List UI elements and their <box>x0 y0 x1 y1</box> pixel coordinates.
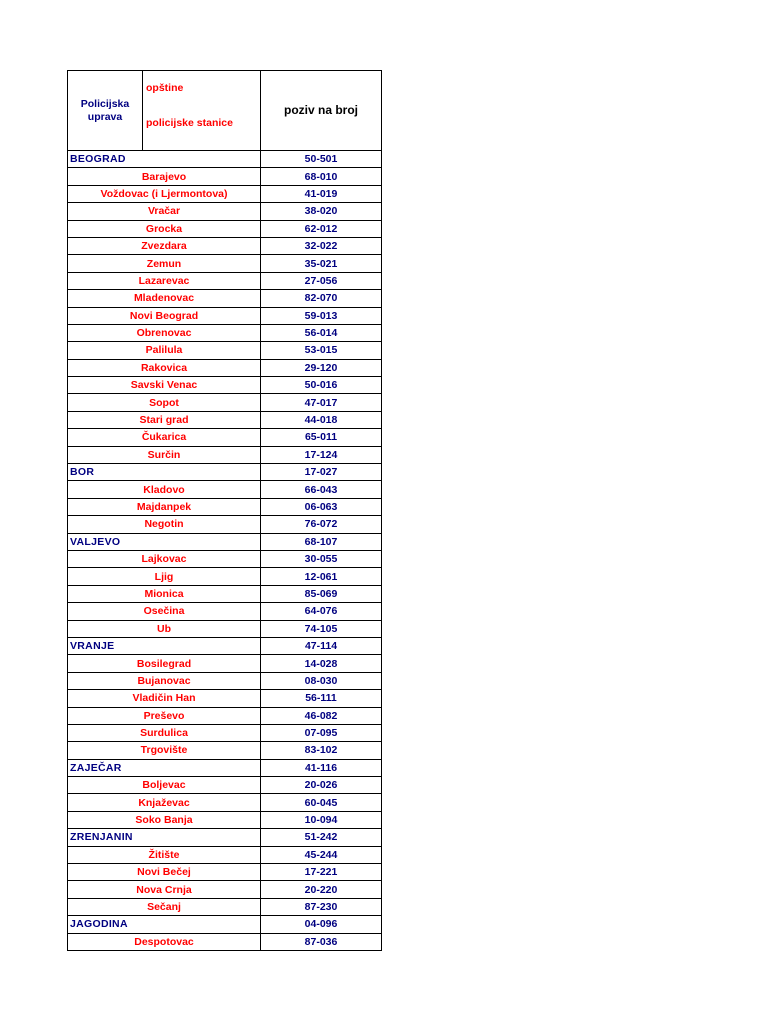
department-name: ZAJEČAR <box>68 759 261 776</box>
call-code: 41-019 <box>261 185 382 202</box>
station-name: Sopot <box>68 394 261 411</box>
call-code: 38-020 <box>261 203 382 220</box>
station-name: Novi Bečej <box>68 864 261 881</box>
department-row <box>68 464 382 481</box>
call-code: 14-028 <box>261 655 382 672</box>
station-row <box>68 429 382 446</box>
station-row <box>68 324 382 341</box>
station-row <box>68 550 382 567</box>
station-name: Palilula <box>68 342 261 359</box>
station-name: Stari grad <box>68 411 261 428</box>
station-name: Surčin <box>68 446 261 463</box>
station-row <box>68 794 382 811</box>
station-row <box>68 864 382 881</box>
station-name: Lajkovac <box>68 550 261 567</box>
call-code: 20-026 <box>261 777 382 794</box>
call-code: 83-102 <box>261 742 382 759</box>
department-row <box>68 759 382 776</box>
department-row <box>68 829 382 846</box>
station-name: Surdulica <box>68 724 261 741</box>
call-code: 87-036 <box>261 933 382 950</box>
station-name: Nova Crnja <box>68 881 261 898</box>
call-code: 51-242 <box>261 829 382 846</box>
station-row <box>68 185 382 202</box>
station-name: Voždovac (i Ljermontova) <box>68 185 261 202</box>
header-col2-bottom: policijske stanice <box>146 117 233 129</box>
call-code: 17-124 <box>261 446 382 463</box>
call-code: 27-056 <box>261 272 382 289</box>
call-code: 07-095 <box>261 724 382 741</box>
station-name: Trgovište <box>68 742 261 759</box>
station-name: Kladovo <box>68 481 261 498</box>
police-code-table <box>67 70 381 951</box>
station-name: Ljig <box>68 568 261 585</box>
station-name: Osečina <box>68 603 261 620</box>
station-name: Obrenovac <box>68 324 261 341</box>
call-code: 56-111 <box>261 690 382 707</box>
station-row <box>68 585 382 602</box>
station-name: Mionica <box>68 585 261 602</box>
station-row <box>68 342 382 359</box>
station-name: Majdanpek <box>68 498 261 515</box>
station-row <box>68 568 382 585</box>
call-code: 87-230 <box>261 898 382 915</box>
call-code: 12-061 <box>261 568 382 585</box>
call-code: 64-076 <box>261 603 382 620</box>
station-row <box>68 411 382 428</box>
station-row <box>68 168 382 185</box>
station-row <box>68 707 382 724</box>
station-row <box>68 498 382 515</box>
call-code: 10-094 <box>261 811 382 828</box>
station-name: Zemun <box>68 255 261 272</box>
call-code: 45-244 <box>261 846 382 863</box>
station-row <box>68 290 382 307</box>
station-name: Negotin <box>68 516 261 533</box>
department-row <box>68 151 382 168</box>
call-code: 20-220 <box>261 881 382 898</box>
call-code: 17-221 <box>261 864 382 881</box>
header-col2-top: opštine <box>146 82 184 94</box>
station-name: Ub <box>68 620 261 637</box>
station-row <box>68 481 382 498</box>
station-name: Žitište <box>68 846 261 863</box>
station-name: Rakovica <box>68 359 261 376</box>
station-name: Vračar <box>68 203 261 220</box>
call-code: 60-045 <box>261 794 382 811</box>
call-code: 41-116 <box>261 759 382 776</box>
station-row <box>68 933 382 950</box>
station-row <box>68 811 382 828</box>
station-row <box>68 272 382 289</box>
call-code: 59-013 <box>261 307 382 324</box>
station-row <box>68 394 382 411</box>
station-name: Novi Beograd <box>68 307 261 324</box>
station-name: Despotovac <box>68 933 261 950</box>
call-code: 47-114 <box>261 637 382 654</box>
station-name: Barajevo <box>68 168 261 185</box>
call-code: 08-030 <box>261 672 382 689</box>
department-name: VRANJE <box>68 637 261 654</box>
station-row <box>68 359 382 376</box>
station-name: Savski Venac <box>68 377 261 394</box>
call-code: 47-017 <box>261 394 382 411</box>
call-code: 35-021 <box>261 255 382 272</box>
station-row <box>68 724 382 741</box>
call-code: 46-082 <box>261 707 382 724</box>
call-code: 44-018 <box>261 411 382 428</box>
call-code: 50-016 <box>261 377 382 394</box>
department-row <box>68 533 382 550</box>
header-policijska-uprava <box>68 71 143 151</box>
department-name: VALJEVO <box>68 533 261 550</box>
call-code: 53-015 <box>261 342 382 359</box>
call-code: 17-027 <box>261 464 382 481</box>
call-code: 68-010 <box>261 168 382 185</box>
call-code: 85-069 <box>261 585 382 602</box>
call-code: 32-022 <box>261 237 382 254</box>
call-code: 29-120 <box>261 359 382 376</box>
data-table <box>67 70 382 951</box>
station-row <box>68 603 382 620</box>
station-row <box>68 777 382 794</box>
station-name: Čukarica <box>68 429 261 446</box>
station-name: Sečanj <box>68 898 261 915</box>
department-name: JAGODINA <box>68 916 261 933</box>
department-name: BEOGRAD <box>68 151 261 168</box>
station-name: Bujanovac <box>68 672 261 689</box>
call-code: 62-012 <box>261 220 382 237</box>
station-row <box>68 898 382 915</box>
station-row <box>68 237 382 254</box>
call-code: 30-055 <box>261 550 382 567</box>
station-name: Lazarevac <box>68 272 261 289</box>
header-opstine <box>143 71 261 151</box>
station-name: Knjaževac <box>68 794 261 811</box>
department-row <box>68 916 382 933</box>
header-poziv-na-broj: poziv na broj <box>261 71 382 151</box>
header-col1-line2: uprava <box>87 110 123 123</box>
call-code: 68-107 <box>261 533 382 550</box>
station-row <box>68 672 382 689</box>
station-name: Preševo <box>68 707 261 724</box>
station-row <box>68 446 382 463</box>
station-name: Zvezdara <box>68 237 261 254</box>
station-row <box>68 203 382 220</box>
call-code: 06-063 <box>261 498 382 515</box>
station-row <box>68 377 382 394</box>
station-name: Vladičin Han <box>68 690 261 707</box>
station-row <box>68 620 382 637</box>
station-name: Soko Banja <box>68 811 261 828</box>
department-name: BOR <box>68 464 261 481</box>
department-name: ZRENJANIN <box>68 829 261 846</box>
station-row <box>68 255 382 272</box>
station-name: Boljevac <box>68 777 261 794</box>
call-code: 04-096 <box>261 916 382 933</box>
station-row <box>68 307 382 324</box>
station-row <box>68 516 382 533</box>
header-col1-line1: Policijska <box>80 97 130 110</box>
header-row <box>68 71 382 151</box>
call-code: 50-501 <box>261 151 382 168</box>
call-code: 74-105 <box>261 620 382 637</box>
call-code: 66-043 <box>261 481 382 498</box>
station-name: Grocka <box>68 220 261 237</box>
department-row <box>68 637 382 654</box>
station-name: Mladenovac <box>68 290 261 307</box>
station-row <box>68 690 382 707</box>
station-row <box>68 220 382 237</box>
call-code: 76-072 <box>261 516 382 533</box>
station-row <box>68 846 382 863</box>
station-name: Bosilegrad <box>68 655 261 672</box>
station-row <box>68 742 382 759</box>
station-row <box>68 655 382 672</box>
call-code: 82-070 <box>261 290 382 307</box>
station-row <box>68 881 382 898</box>
call-code: 65-011 <box>261 429 382 446</box>
call-code: 56-014 <box>261 324 382 341</box>
